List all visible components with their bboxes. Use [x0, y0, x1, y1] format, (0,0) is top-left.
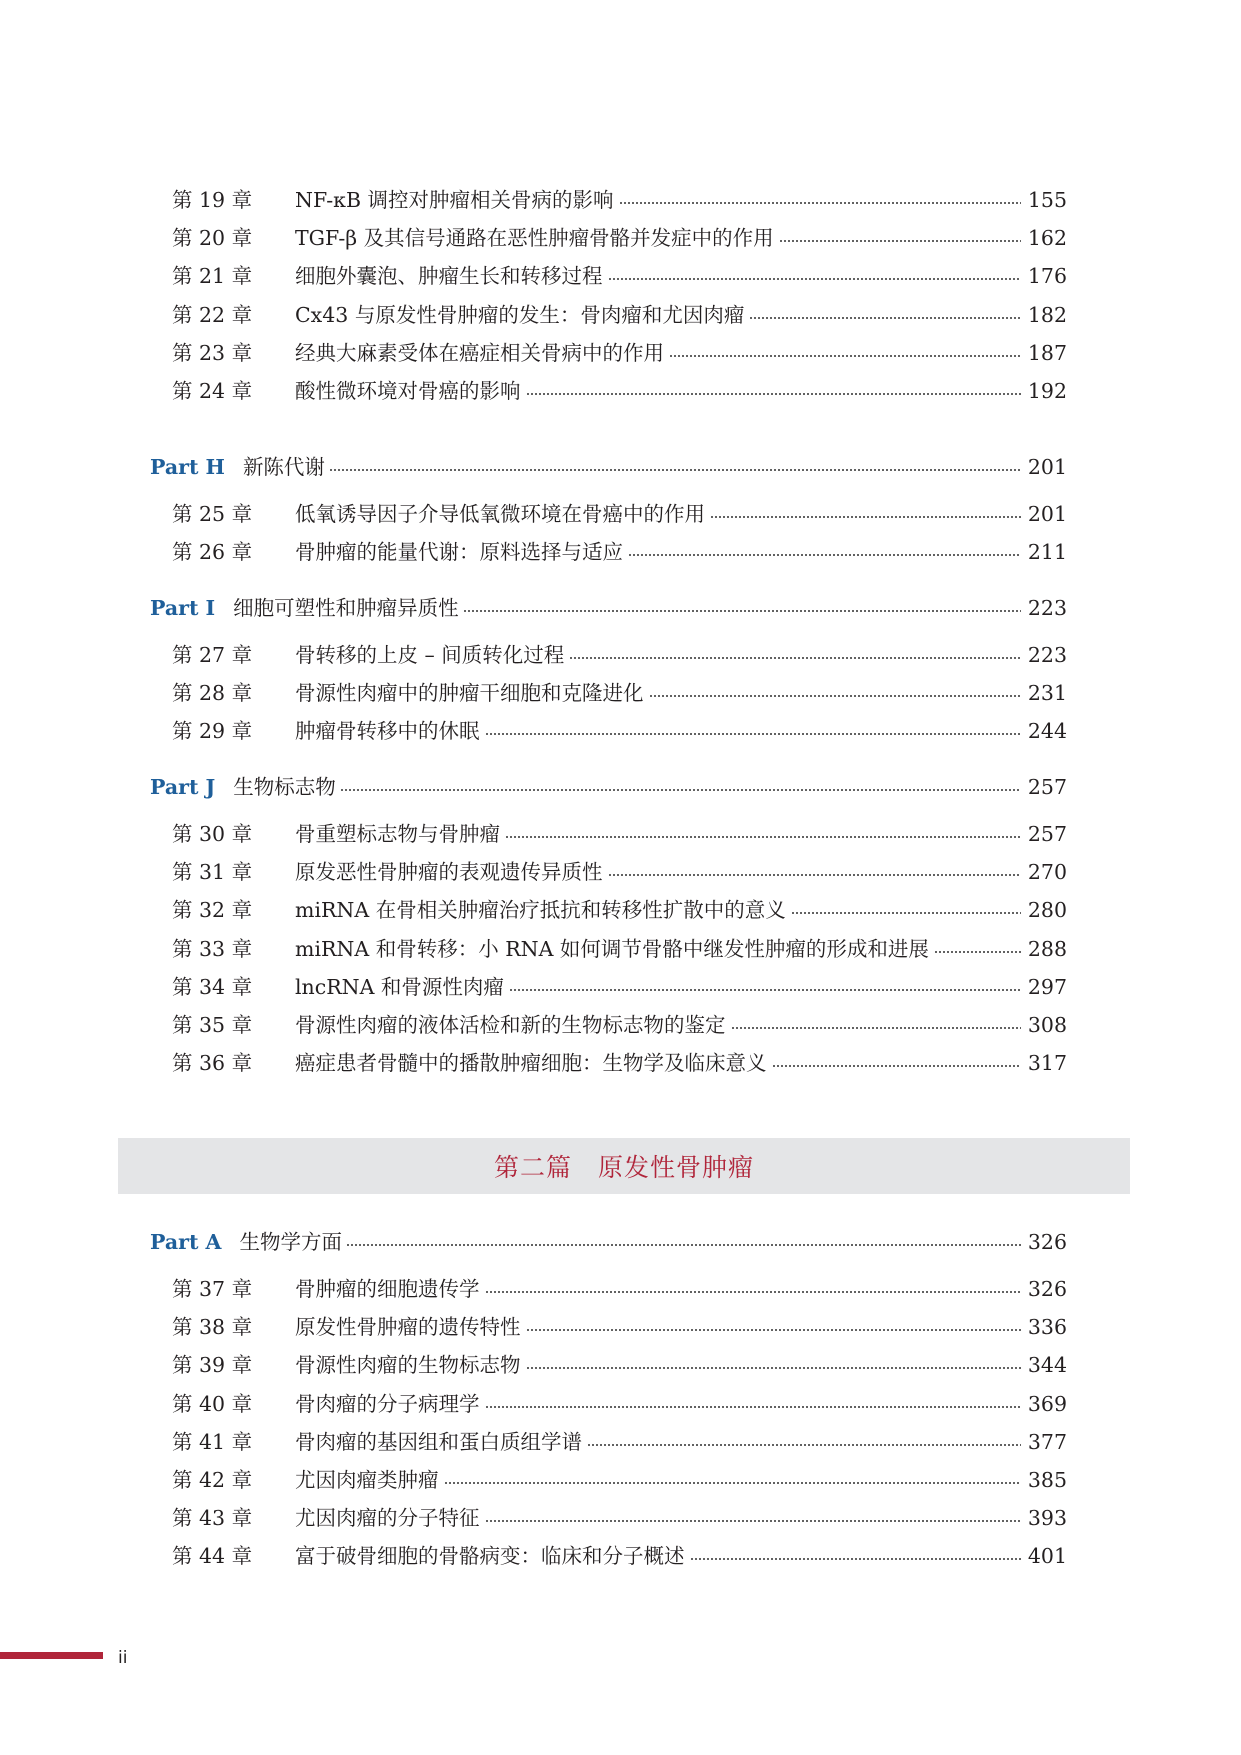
leader-dots: [619, 199, 1021, 207]
toc-chapter-row[interactable]: [172, 1311, 1067, 1343]
page-number: 257: [1027, 822, 1067, 846]
chapter-title: TGF-β 及其信号通路在恶性肿瘤骨骼并发症中的作用: [295, 226, 774, 251]
leader-dots: [731, 1024, 1021, 1032]
page-number: 326: [1027, 1277, 1067, 1301]
chapter-title: 骨肿瘤的细胞遗传学: [295, 1277, 480, 1301]
leader-dots: [710, 513, 1021, 521]
chapter-title: 富于破骨细胞的骨骼病变：临床和分子概述: [295, 1544, 685, 1569]
footer-accent-bar: [0, 1652, 103, 1659]
chapter-number: 第 33 章: [172, 936, 253, 961]
part-label: Part J: [150, 775, 216, 799]
toc-chapter-row[interactable]: [172, 639, 1067, 671]
toc-chapter-row[interactable]: [172, 856, 1067, 888]
chapter-number: 第 40 章: [172, 1391, 253, 1416]
part-title: 新陈代谢: [242, 455, 325, 479]
chapter-number: 第 38 章: [172, 1315, 253, 1340]
toc-part-row[interactable]: [150, 1226, 1067, 1258]
page-number: 326: [1027, 1230, 1067, 1254]
leader-dots: [485, 1403, 1021, 1411]
page-number: 231: [1027, 681, 1067, 706]
chapter-title: 骨源性肉瘤的生物标志物: [295, 1353, 521, 1378]
toc-chapter-row[interactable]: [172, 536, 1067, 568]
toc-chapter-row[interactable]: [172, 299, 1067, 331]
page-number: 317: [1027, 1051, 1067, 1076]
part-label: Part A: [150, 1230, 222, 1254]
part-title: 细胞可塑性和肿瘤异质性: [233, 596, 459, 620]
chapter-number: 第 39 章: [172, 1353, 253, 1378]
part-title: 生物学方面: [239, 1230, 342, 1254]
leader-dots: [485, 1288, 1021, 1296]
section-title: 第二篇 原发性骨肿瘤: [493, 1153, 754, 1182]
page-number: 244: [1027, 719, 1067, 744]
leader-dots: [485, 1517, 1021, 1525]
page-number: 155: [1027, 188, 1067, 212]
chapter-title: miRNA 和骨转移：小 RNA 如何调节骨骼中继发性肿瘤的形成和进展: [295, 936, 929, 961]
chapter-number: 第 36 章: [172, 1051, 253, 1076]
toc-chapter-row[interactable]: [172, 1388, 1067, 1420]
toc-part-row[interactable]: [150, 592, 1067, 624]
page-number: 401: [1027, 1544, 1067, 1569]
part-label: Part I: [150, 596, 216, 620]
toc-chapter-row[interactable]: [172, 1464, 1067, 1496]
chapter-number: 第 37 章: [172, 1277, 253, 1301]
chapter-title: miRNA 在骨相关肿瘤治疗抵抗和转移性扩散中的意义: [295, 898, 786, 923]
leader-dots: [934, 948, 1021, 956]
page-number: 288: [1027, 936, 1067, 961]
leader-dots: [690, 1555, 1021, 1563]
toc-chapter-row[interactable]: [172, 1349, 1067, 1381]
part-title: 生物标志物: [233, 775, 336, 799]
section-banner: [118, 1138, 1130, 1194]
chapter-title: 原发性骨肿瘤的遗传特性: [295, 1315, 521, 1340]
chapter-number: 第 20 章: [172, 226, 253, 251]
leader-dots: [628, 551, 1021, 559]
page-number: 393: [1027, 1506, 1067, 1531]
chapter-number: 第 34 章: [172, 974, 253, 999]
page-number: 336: [1027, 1315, 1067, 1340]
footer-page-number: ii: [118, 1648, 128, 1668]
leader-dots: [669, 352, 1021, 360]
toc-chapter-row[interactable]: [172, 1426, 1067, 1458]
leader-dots: [569, 654, 1021, 662]
toc-chapter-row[interactable]: [172, 375, 1067, 407]
chapter-title: 骨源性肉瘤的液体活检和新的生物标志物的鉴定: [295, 1013, 726, 1037]
toc-chapter-row[interactable]: [172, 222, 1067, 254]
toc-chapter-row[interactable]: [172, 498, 1067, 530]
page-number: 344: [1027, 1353, 1067, 1378]
leader-dots: [608, 871, 1021, 879]
chapter-title: Cx43 与原发性骨肿瘤的发生：骨肉瘤和尤因肉瘤: [295, 302, 745, 327]
page-number: 223: [1027, 643, 1067, 667]
leader-dots: [526, 1364, 1021, 1372]
chapter-number: 第 28 章: [172, 681, 253, 706]
page-number: 280: [1027, 898, 1067, 923]
page-number: 257: [1027, 775, 1067, 799]
page-number: 201: [1027, 502, 1067, 526]
toc-part-row[interactable]: [150, 451, 1067, 483]
leader-dots: [587, 1441, 1021, 1449]
chapter-title: NF-κB 调控对肿瘤相关骨病的影响: [295, 188, 614, 212]
leader-dots: [608, 275, 1021, 283]
chapter-number: 第 19 章: [172, 188, 253, 212]
toc-chapter-row[interactable]: [172, 715, 1067, 747]
toc-part-row[interactable]: [150, 771, 1067, 803]
page-number: 385: [1027, 1468, 1067, 1492]
chapter-number: 第 32 章: [172, 898, 253, 923]
toc-chapter-row[interactable]: [172, 677, 1067, 709]
page-number: 308: [1027, 1013, 1067, 1037]
toc-chapter-row[interactable]: [172, 184, 1067, 216]
leader-dots: [346, 1241, 1021, 1249]
leader-dots: [505, 833, 1021, 841]
leader-dots: [340, 786, 1021, 794]
chapter-number: 第 25 章: [172, 502, 253, 526]
chapter-number: 第 35 章: [172, 1013, 253, 1037]
page-number: 270: [1027, 860, 1067, 885]
chapter-title: 骨肉瘤的基因组和蛋白质组学谱: [295, 1429, 582, 1454]
chapter-title: 骨肉瘤的分子病理学: [295, 1391, 480, 1416]
chapter-number: 第 22 章: [172, 302, 253, 327]
leader-dots: [329, 466, 1021, 474]
chapter-number: 第 23 章: [172, 340, 253, 365]
page-number: 187: [1027, 340, 1067, 365]
toc-chapter-row[interactable]: [172, 337, 1067, 369]
page-number: 176: [1027, 264, 1067, 289]
chapter-title: 尤因肉瘤的分子特征: [295, 1506, 480, 1531]
leader-dots: [526, 390, 1021, 398]
chapter-number: 第 29 章: [172, 719, 253, 744]
chapter-number: 第 42 章: [172, 1468, 253, 1492]
toc-chapter-row[interactable]: [172, 894, 1067, 926]
toc-chapter-row[interactable]: [172, 260, 1067, 292]
chapter-title: lncRNA 和骨源性肉瘤: [295, 974, 504, 999]
chapter-title: 癌症患者骨髓中的播散肿瘤细胞：生物学及临床意义: [295, 1051, 767, 1076]
chapter-title: 原发恶性骨肿瘤的表观遗传异质性: [295, 860, 603, 885]
toc-chapter-row[interactable]: [172, 818, 1067, 850]
toc-chapter-row[interactable]: [172, 1273, 1067, 1305]
chapter-number: 第 30 章: [172, 822, 253, 846]
page-number: 201: [1027, 455, 1067, 479]
part-label: Part H: [150, 455, 225, 479]
chapter-number: 第 31 章: [172, 860, 253, 885]
toc-chapter-row[interactable]: [172, 933, 1067, 965]
leader-dots: [526, 1326, 1021, 1334]
chapter-title: 酸性微环境对骨癌的影响: [295, 379, 521, 403]
leader-dots: [779, 237, 1021, 245]
leader-dots: [649, 692, 1021, 700]
chapter-title: 骨源性肉瘤中的肿瘤干细胞和克隆进化: [295, 681, 644, 706]
toc-chapter-row[interactable]: [172, 971, 1067, 1003]
page-number: 211: [1027, 540, 1067, 565]
chapter-title: 经典大麻素受体在癌症相关骨病中的作用: [295, 340, 664, 365]
toc-chapter-row[interactable]: [172, 1047, 1067, 1079]
page-number: 297: [1027, 974, 1067, 999]
page-number: 377: [1027, 1429, 1067, 1454]
chapter-number: 第 24 章: [172, 379, 253, 403]
page-number: 182: [1027, 302, 1067, 327]
page-number: 369: [1027, 1391, 1067, 1416]
chapter-number: 第 21 章: [172, 264, 253, 289]
chapter-title: 细胞外囊泡、肿瘤生长和转移过程: [295, 264, 603, 289]
leader-dots: [749, 314, 1021, 322]
toc-chapter-row[interactable]: [172, 1009, 1067, 1041]
chapter-number: 第 27 章: [172, 643, 253, 667]
chapter-title: 骨重塑标志物与骨肿瘤: [295, 822, 500, 846]
page-number: 162: [1027, 226, 1067, 251]
leader-dots: [772, 1062, 1021, 1070]
chapter-title: 尤因肉瘤类肿瘤: [295, 1468, 439, 1492]
page-number: 223: [1027, 596, 1067, 620]
chapter-number: 第 41 章: [172, 1429, 253, 1454]
page-number: 192: [1027, 379, 1067, 403]
leader-dots: [509, 986, 1021, 994]
chapter-title: 骨转移的上皮 – 间质转化过程: [295, 643, 565, 667]
chapter-title: 低氧诱导因子介导低氧微环境在骨癌中的作用: [295, 502, 705, 526]
leader-dots: [791, 909, 1021, 917]
chapter-number: 第 43 章: [172, 1506, 253, 1531]
toc-chapter-row[interactable]: [172, 1540, 1067, 1572]
chapter-title: 骨肿瘤的能量代谢：原料选择与适应: [295, 540, 623, 565]
chapter-number: 第 26 章: [172, 540, 253, 565]
chapter-number: 第 44 章: [172, 1544, 253, 1569]
toc-chapter-row[interactable]: [172, 1502, 1067, 1534]
leader-dots: [463, 607, 1021, 615]
leader-dots: [444, 1479, 1021, 1487]
leader-dots: [485, 730, 1021, 738]
chapter-title: 肿瘤骨转移中的休眠: [295, 719, 480, 744]
